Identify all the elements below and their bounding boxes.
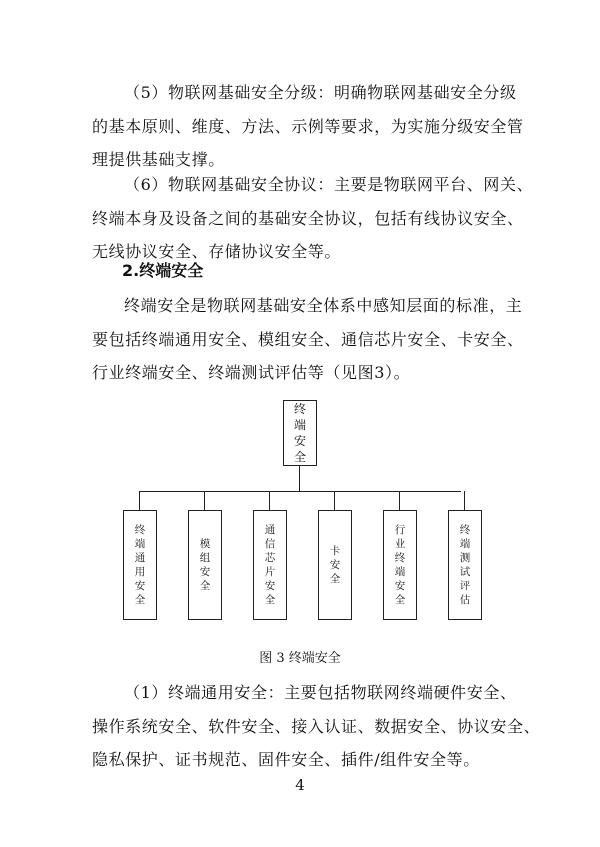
node-char: 通 [264, 524, 276, 536]
node-char: 组 [199, 552, 211, 564]
text-line: 终端安全是物联网基础安全体系中感知层面的标准，主 [124, 296, 523, 315]
text-line: 理提供基础支撑。 [92, 150, 225, 169]
connector-line [139, 491, 140, 510]
text-line: 终端本身及设备之间的基础安全协议，包括有线协议安全、 [92, 208, 524, 228]
node-char: 端 [134, 538, 146, 550]
page-number: 4 [295, 776, 305, 794]
section-heading: 2.终端安全 [122, 261, 204, 280]
node-char: 端 [293, 418, 306, 432]
text-line: 要包括终端通用安全、模组安全、通信芯片安全、卡安全、 [92, 329, 524, 349]
node-char: 全 [329, 573, 341, 585]
child-node [253, 510, 287, 620]
node-char: 终 [459, 524, 471, 536]
root-node [283, 400, 317, 466]
connector-line [334, 491, 335, 510]
connector-line [269, 491, 270, 510]
connector-line [139, 491, 461, 492]
node-char: 安 [394, 580, 406, 592]
node-char: 安 [293, 434, 306, 448]
node-char: 全 [293, 450, 306, 464]
node-char: 全 [394, 594, 406, 606]
node-char: 全 [264, 594, 276, 606]
node-char: 估 [459, 594, 471, 606]
child-node [188, 510, 222, 620]
child-node [123, 510, 157, 620]
child-node [448, 510, 482, 620]
node-char: 终 [293, 402, 306, 416]
node-char: 终 [394, 552, 406, 564]
child-node [383, 510, 417, 620]
node-char: 模 [199, 538, 211, 550]
node-char: 终 [134, 524, 146, 536]
text-line: 操作系统安全、软件安全、接入认证、数据安全、协议安全、 [92, 716, 541, 736]
node-char: 安 [329, 559, 341, 571]
node-char: 卡 [329, 545, 341, 557]
connector-line [464, 491, 465, 510]
paragraph-6 [92, 168, 534, 269]
node-char: 业 [394, 538, 406, 550]
node-char: 信 [264, 538, 276, 550]
node-char: 安 [199, 566, 211, 578]
paragraph-intro [92, 289, 524, 390]
text-line: （6）物联网基础安全协议：主要是物联网平台、网关、 [124, 175, 534, 194]
connector-line [204, 491, 205, 510]
node-char: 行 [394, 524, 406, 536]
node-char: 用 [134, 566, 146, 578]
text-line: （5）物联网基础安全分级：明确物联网基础安全分级 [124, 83, 517, 102]
node-char: 全 [199, 580, 211, 592]
text-line: 的基本原则、维度、方法、示例等要求，为实施分级安全管 [92, 116, 524, 136]
paragraph-5 [92, 76, 524, 177]
text-line: （1）终端通用安全：主要包括物联网终端硬件安全、 [124, 683, 517, 702]
node-char: 安 [134, 580, 146, 592]
text-line: 行业终端安全、终端测试评估等（见图3）。 [92, 363, 411, 382]
text-line: 隐私保护、证书规范、固件安全、插件/组件安全等。 [92, 750, 480, 769]
node-char: 安 [264, 580, 276, 592]
node-char: 芯 [264, 552, 276, 564]
text-line: 无线协议安全、存储协议安全等。 [92, 242, 342, 261]
node-char: 端 [459, 538, 471, 550]
node-char: 评 [459, 580, 471, 592]
figure-caption: 图 3 终端安全 [259, 651, 341, 666]
paragraph-1 [92, 676, 541, 777]
node-char: 通 [134, 552, 146, 564]
child-node [318, 510, 352, 620]
node-char: 片 [264, 566, 276, 578]
node-char: 全 [134, 594, 146, 606]
node-char: 端 [394, 566, 406, 578]
node-char: 试 [459, 566, 471, 578]
connector-line [299, 466, 300, 492]
connector-line [399, 491, 400, 510]
node-char: 测 [459, 552, 471, 564]
